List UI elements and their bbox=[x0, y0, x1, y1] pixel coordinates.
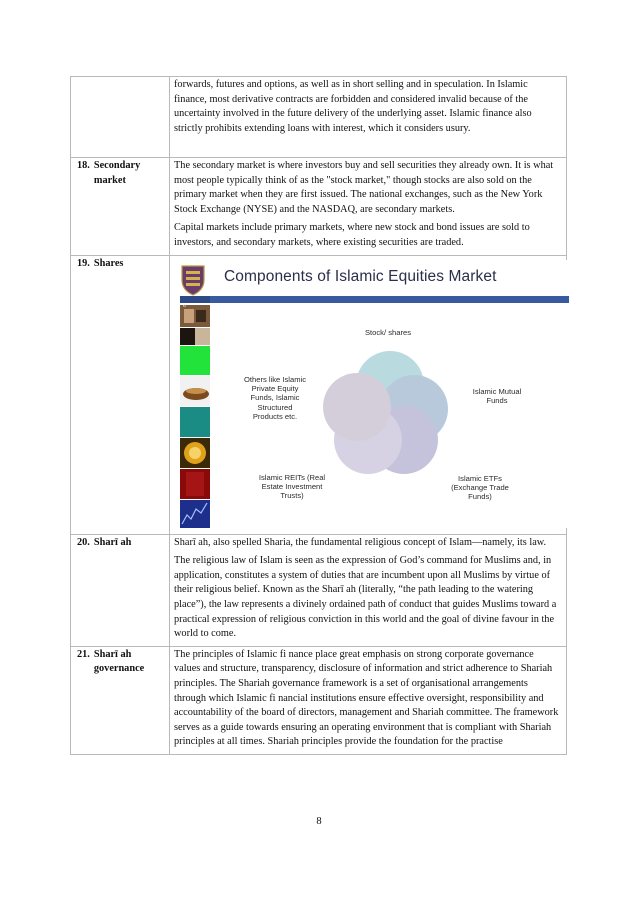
label-islamic-mutual-funds: Islamic Mutual Funds bbox=[472, 386, 522, 405]
term-cell bbox=[71, 534, 170, 646]
definition-cell bbox=[170, 534, 567, 646]
term-label: Sharī ah bbox=[93, 536, 132, 548]
term-cell bbox=[71, 77, 170, 158]
title-bar bbox=[180, 296, 569, 303]
image-strip bbox=[180, 305, 210, 528]
definition-paragraph: forwards, futures and options, as well as in short selling and in speculation. In Islamic finance, most derivative contracts are forbidden and considered invalid because of the uncertainty involved in the future delivery of the underlying asset. Islamic finance also strictly prohibits extending loans with interest, which it considers usury. bbox=[174, 79, 532, 134]
table-row bbox=[71, 534, 567, 646]
term-cell bbox=[71, 255, 170, 534]
table-row bbox=[71, 255, 567, 534]
label-stock-shares: Stock/ shares bbox=[364, 327, 411, 337]
term-number: 20. bbox=[77, 536, 90, 548]
slide-title: Components of Islamic Equities Market bbox=[224, 267, 497, 285]
term-number: 21. bbox=[77, 648, 90, 660]
slide-number: 6 bbox=[183, 302, 186, 309]
label-islamic-etfs: Islamic ETFs (Exchange Trade Funds) bbox=[451, 473, 509, 502]
definition-paragraph: Sharī ah, also spelled Sharia, the fundamental religious concept of Islam—namely, its law. bbox=[174, 536, 547, 548]
term-cell bbox=[71, 158, 170, 256]
slide-figure bbox=[176, 260, 569, 528]
term-label: Shares bbox=[93, 257, 124, 269]
term-label: Secondary market bbox=[93, 160, 141, 186]
definition-paragraph: The secondary market is where investors buy and sell securities they already own. It is what most people typically think of as the "stock market," though stocks are also sold on the primary market when they are first issued. The national exchanges, such as the New York Stock Exchange (NYSE) and the NASDAQ, are secondary markets. bbox=[174, 160, 554, 215]
definition-cell bbox=[170, 158, 567, 256]
page-number: 8 bbox=[316, 816, 322, 827]
venn-diagram bbox=[323, 351, 448, 474]
label-islamic-reits: Islamic REITs (Real Estate Investment Trusts) bbox=[258, 472, 326, 501]
definition-paragraph: The religious law of Islam is seen as the expression of God’s command for Muslims and, in application, constitutes a system of duties that are incumbent upon all Muslims by virtue of their religious belief. Known as the Sharī ah (literally, “the path leading to the watering place”), the law represents a divinely ordained path of conduct that guides Muslims toward a practical expression of religious conviction in this world and the goal of divine favour in the world to come. bbox=[174, 555, 557, 640]
term-number: 19. bbox=[77, 257, 90, 269]
table-row bbox=[71, 646, 567, 754]
definition-paragraph: Capital markets include primary markets, where new stock and bond issues are sold to investors, and secondary markets, where existing securities are traded. bbox=[174, 222, 530, 248]
definition-cell bbox=[170, 646, 567, 754]
term-cell bbox=[71, 646, 170, 754]
definition-paragraph: The principles of Islamic fi nance place great emphasis on strong corporate governance values and structure, transparency, disclosure of information and strict adherence to Shariah principles. The Shariah governance framework is a set of organisational arrangements through which Islamic fi nancial institutions ensure effective oversight, responsibility and accountability of the board of directors, management and Shariah committee. The framework serves as a guide towards ensuring an operating environment that is compliant with Shariah principles at all times. Shariah principles provide the foundation for the practise bbox=[174, 648, 559, 748]
table-row bbox=[71, 158, 567, 256]
university-logo-icon bbox=[182, 266, 204, 295]
term-label: Sharī ah governance bbox=[93, 648, 145, 675]
glossary-table bbox=[70, 76, 567, 755]
term-number: 18. bbox=[77, 160, 90, 171]
definition-cell bbox=[170, 77, 567, 158]
figure-cell bbox=[170, 255, 567, 534]
label-others: Others like Islamic Private Equity Funds, Islamic Structured Products etc. bbox=[243, 374, 307, 422]
circle-others bbox=[323, 373, 391, 441]
table-row bbox=[71, 77, 567, 158]
